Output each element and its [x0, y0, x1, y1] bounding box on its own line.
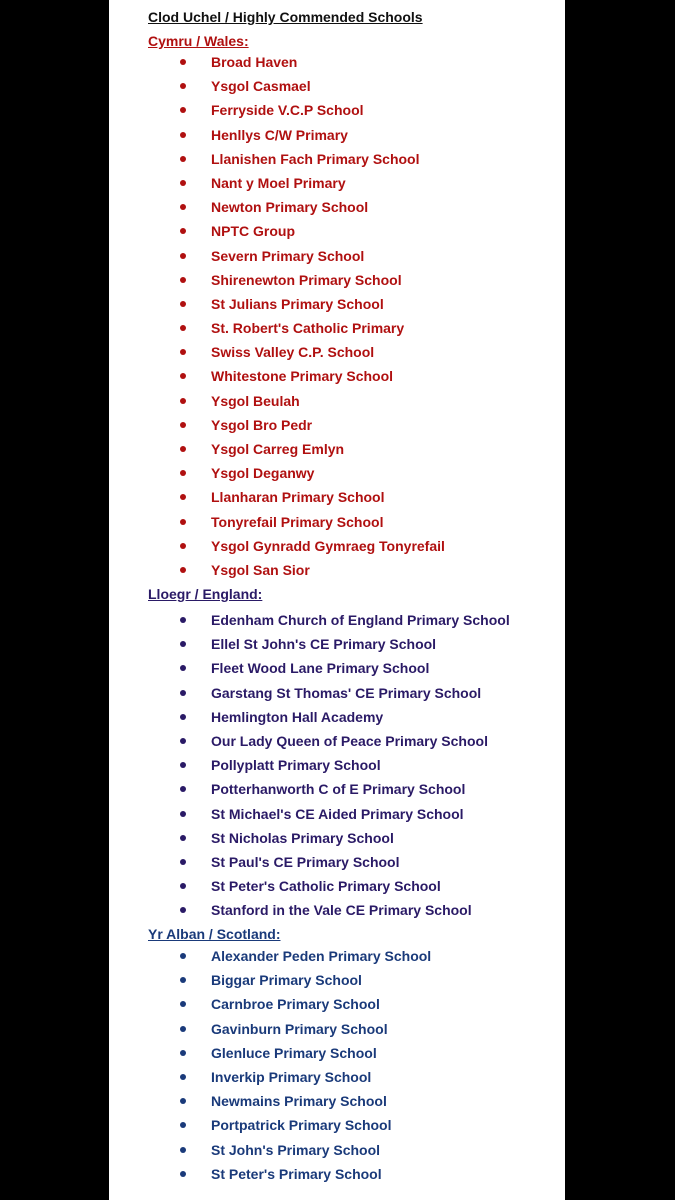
bullet-icon	[180, 762, 186, 768]
school-name: Llanishen Fach Primary School	[211, 150, 420, 167]
bullet-icon	[180, 907, 186, 913]
school-name: Stanford in the Vale CE Primary School	[211, 902, 472, 919]
school-name: Potterhanworth C of E Primary School	[211, 781, 466, 798]
school-name: Henllys C/W Primary	[211, 126, 348, 143]
bullet-icon	[180, 738, 186, 744]
bullet-icon	[180, 977, 186, 983]
bullet-icon	[180, 1171, 186, 1177]
bullet-icon	[180, 1050, 186, 1056]
school-name: Edenham Church of England Primary School	[211, 612, 510, 628]
school-name: St Peter's Catholic Primary School	[211, 878, 441, 895]
school-name: Swiss Valley C.P. School	[211, 344, 375, 361]
school-name: Ysgol Casmael	[211, 78, 311, 95]
school-name: Glenluce Primary School	[211, 1044, 377, 1061]
school-name: St Nicholas Primary School	[211, 829, 394, 846]
bullet-icon	[180, 277, 186, 283]
bullet-icon	[180, 543, 186, 549]
school-name: St Peter's Primary School	[211, 1165, 382, 1182]
school-name: Garstang St Thomas' CE Primary School	[211, 684, 482, 701]
document-page	[109, 0, 565, 1200]
school-name: Inverkip Primary School	[211, 1068, 372, 1085]
school-name: Whitestone Primary School	[211, 368, 394, 385]
bullet-icon	[180, 665, 186, 671]
school-name: St. Robert's Catholic Primary	[211, 320, 405, 337]
bullet-icon	[180, 883, 186, 889]
bullet-icon	[180, 835, 186, 841]
section-heading-scotland: Yr Alban / Scotland:	[148, 926, 281, 942]
bullet-icon	[180, 1098, 186, 1104]
bullet-icon	[180, 349, 186, 355]
section-heading-wales: Cymru / Wales:	[148, 33, 249, 49]
document-title: Clod Uchel / Highly Commended Schools	[148, 9, 423, 25]
school-name: Alexander Peden Primary School	[211, 948, 432, 964]
school-name: Biggar Primary School	[211, 972, 362, 989]
bullet-icon	[180, 714, 186, 720]
school-name: Ysgol Beulah	[211, 392, 300, 409]
school-name: St Julians Primary School	[211, 295, 384, 312]
bullet-icon	[180, 446, 186, 452]
bullet-icon	[180, 228, 186, 234]
bullet-icon	[180, 1122, 186, 1128]
school-name: Carnbroe Primary School	[211, 996, 380, 1013]
school-name: Ysgol Deganwy	[211, 465, 315, 482]
bullet-icon	[180, 398, 186, 404]
bullet-icon	[180, 470, 186, 476]
bullet-icon	[180, 1001, 186, 1007]
school-name: Pollyplatt Primary School	[211, 757, 381, 774]
bullet-icon	[180, 494, 186, 500]
bullet-icon	[180, 253, 186, 259]
school-name: Portpatrick Primary School	[211, 1117, 392, 1134]
bullet-icon	[180, 811, 186, 817]
bullet-icon	[180, 204, 186, 210]
bullet-icon	[180, 325, 186, 331]
bullet-icon	[180, 1074, 186, 1080]
school-name: Tonyrefail Primary School	[211, 513, 384, 530]
school-name: Our Lady Queen of Peace Primary School	[211, 732, 488, 749]
school-name: St John's Primary School	[211, 1141, 381, 1158]
school-name: Broad Haven	[211, 54, 298, 70]
bullet-icon	[180, 953, 186, 959]
school-name: Fleet Wood Lane Primary School	[211, 660, 430, 677]
bullet-icon	[180, 180, 186, 186]
school-name: NPTC Group	[211, 223, 295, 240]
school-name: Newton Primary School	[211, 199, 369, 216]
bullet-icon	[180, 132, 186, 138]
school-name: Newmains Primary School	[211, 1093, 387, 1110]
school-name: Ysgol Gynradd Gymraeg Tonyrefail	[211, 537, 445, 554]
school-name: St Michael's CE Aided Primary School	[211, 805, 464, 822]
document	[109, 0, 565, 1200]
bullet-icon	[180, 1026, 186, 1032]
school-name: Severn Primary School	[211, 247, 365, 264]
bullet-icon	[180, 301, 186, 307]
school-name: Shirenewton Primary School	[211, 271, 402, 288]
bullet-icon	[180, 567, 186, 573]
school-name: Nant y Moel Primary	[211, 174, 346, 191]
bullet-icon	[180, 59, 186, 65]
bullet-icon	[180, 786, 186, 792]
bullet-icon	[180, 107, 186, 113]
bullet-icon	[180, 156, 186, 162]
section-heading-england: Lloegr / England:	[148, 586, 263, 602]
school-name: Ellel St John's CE Primary School	[211, 636, 437, 653]
school-name: St Paul's CE Primary School	[211, 853, 400, 870]
school-name: Ysgol San Sior	[211, 561, 310, 578]
school-name: Ysgol Carreg Emlyn	[211, 441, 345, 457]
bullet-icon	[180, 422, 186, 428]
school-name: Ysgol Bro Pedr	[211, 416, 313, 433]
bullet-icon	[180, 859, 186, 865]
bullet-icon	[180, 617, 186, 623]
school-name: Ferryside V.C.P School	[211, 102, 364, 119]
bullet-icon	[180, 690, 186, 696]
school-name: Llanharan Primary School	[211, 489, 385, 506]
bullet-icon	[180, 641, 186, 647]
bullet-icon	[180, 1147, 186, 1153]
bullet-icon	[180, 519, 186, 525]
school-name: Hemlington Hall Academy	[211, 708, 384, 725]
bullet-icon	[180, 373, 186, 379]
bullet-icon	[180, 83, 186, 89]
school-name: Gavinburn Primary School	[211, 1020, 388, 1037]
